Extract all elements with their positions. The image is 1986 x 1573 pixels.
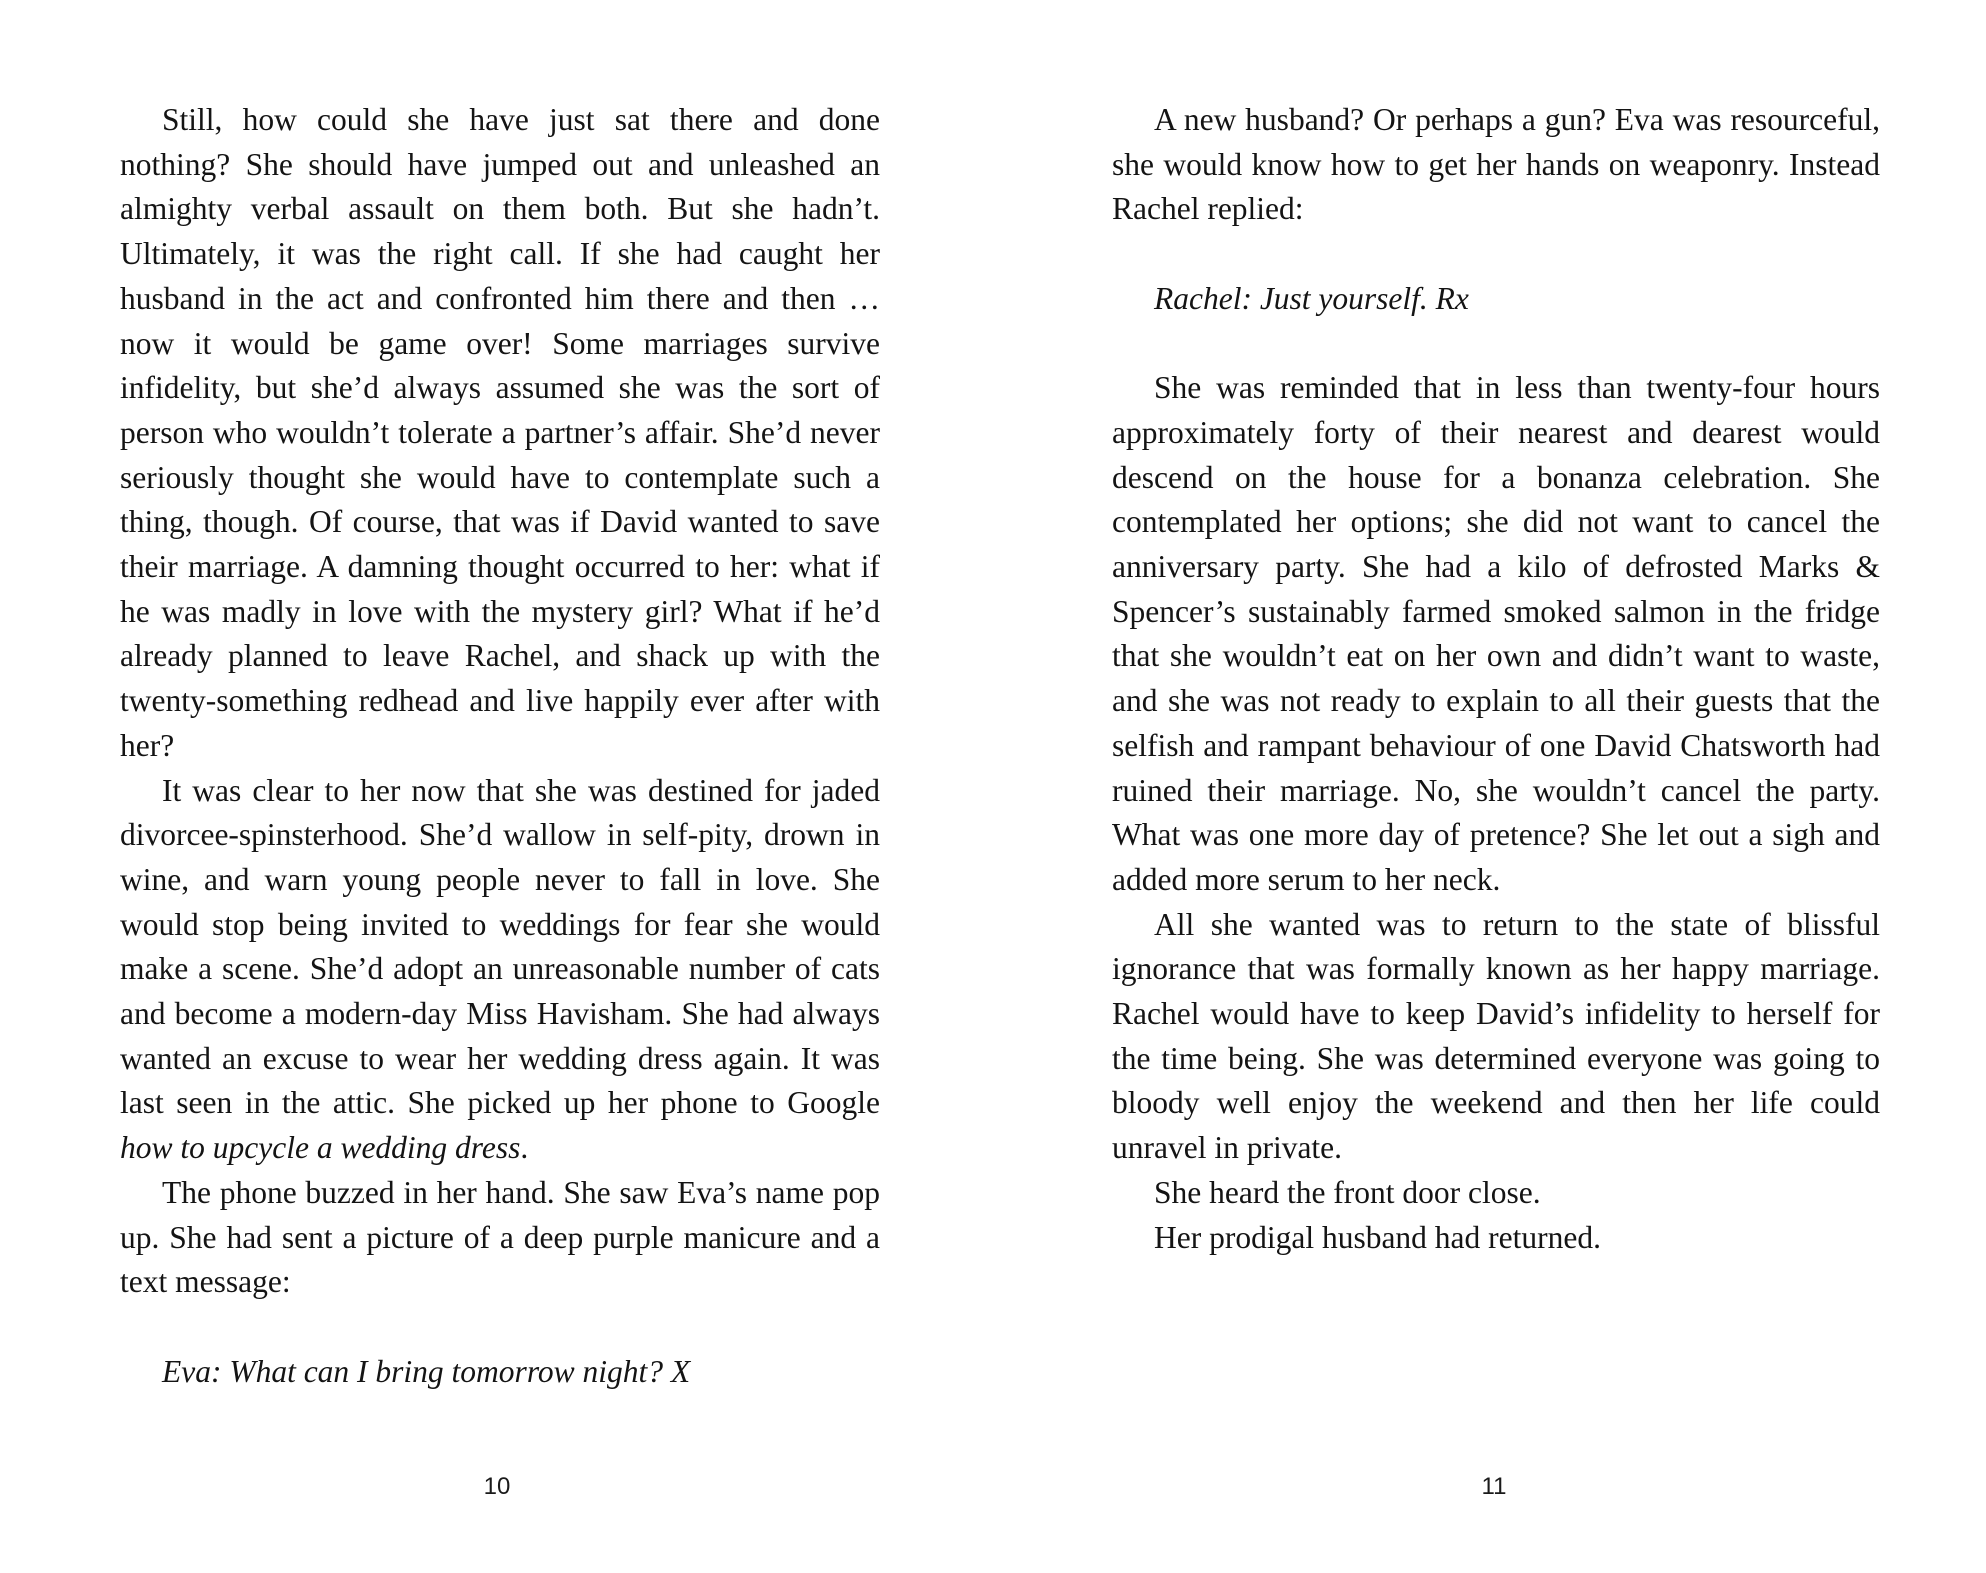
paragraph: Still, how could she have just sat there and done nothing? She should have jumped out and unleashed an almighty verbal assault on them both. But she hadn’t. Ultimately, it was the right call. If she had caught her husband in the act and confronted him there and then … now it would be game over! Some marriages survive infidelity, but she’d always assumed she was the sort of person who wouldn’t tolerate a partner’s affair. She’d never seriously thought she would have to contemplate such a thing, though. Of course, that was if David wanted to save their marriage. A damning thought occurred to her: what if he was madly in love with the mystery girl? What if he’d already planned to leave Rachel, and shack up with the twenty-something redhead and live happily ever after with her? [120, 102, 880, 763]
text-message: Eva: What can I bring tomorrow night? X [162, 1353, 691, 1389]
left-page [120, 0, 880, 1573]
paragraph: All she wanted was to return to the state of blissful ignorance that was formally known as her happy marriage. Rachel would have to keep David’s infidelity to herself for the time being. She was determined everyone was going to bloody well enjoy the weekend and then her life could unravel in private. [1112, 906, 1880, 1166]
text-message: Rachel: Just yourself. Rx [1154, 280, 1469, 316]
page-number: 11 [1481, 1473, 1507, 1500]
right-page [1112, 0, 1880, 1573]
spacer [1112, 232, 1880, 277]
paragraph-text: It was clear to her now that she was destined for jaded divorcee-spinsterhood. She’d wallow in self-pity, drown in wine, and warn young people never to fall in love. She would stop being invited to weddings for fear she would make a scene. She’d adopt an unreasonable number of cats and become a modern-day Miss Havisham. She had always wanted an excuse to wear her wedding dress again. It was last seen in the attic. She picked up her phone to Google [120, 772, 880, 1121]
paragraph: She heard the front door close. [1154, 1174, 1541, 1210]
paragraph-end: . [520, 1130, 529, 1166]
spacer [120, 1305, 880, 1350]
right-page-text [1112, 98, 1880, 1260]
left-page-text [120, 98, 880, 1394]
page-number: 10 [483, 1473, 511, 1500]
italic-search-phrase: how to upcycle a wedding dress [120, 1130, 521, 1166]
spacer [1112, 322, 1880, 367]
paragraph [120, 769, 880, 1171]
paragraph: The phone buzzed in her hand. She saw Eva’s name pop up. She had sent a picture of a deep purple manicure and a text message: [120, 1174, 880, 1300]
paragraph: A new husband? Or perhaps a gun? Eva was resourceful, she would know how to get her hands on weaponry. Instead Rachel replied: [1112, 102, 1880, 227]
paragraph: She was reminded that in less than twenty-four hours approximately forty of their nearest and dearest would descend on the house for a bonanza celebration. She contemplated her options; she did not want to cancel the anniversary party. She had a kilo of defrosted Marks & Spencer’s sustainably farmed smoked salmon in the fridge that she wouldn’t eat on her own and didn’t want to waste, and she was not ready to explain to all their guests that the selfish and rampant behaviour of one David Chatsworth had ruined their marriage. No, she wouldn’t cancel the party. What was one more day of pretence? She let out a sigh and added more serum to her neck. [1112, 370, 1880, 897]
paragraph: Her prodigal husband had returned. [1154, 1219, 1601, 1255]
